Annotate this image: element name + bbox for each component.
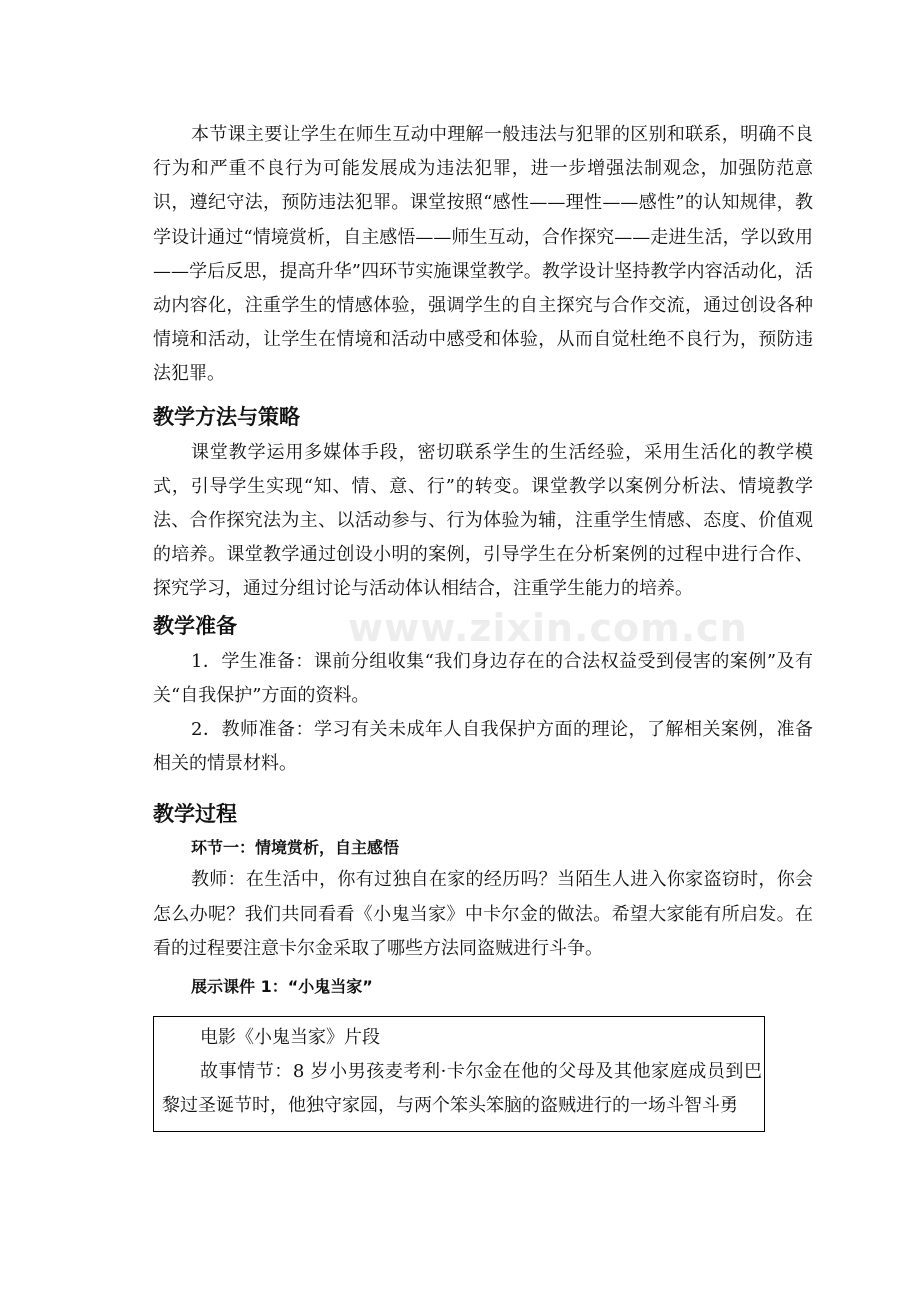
preparation-item-student: 1．学生准备：课前分组收集“我们身边存在的合法权益受到侵害的案例”及有关“自我保护”方面的资料。: [153, 650, 813, 706]
preparation-heading: 教学准备: [153, 613, 237, 638]
courseware-box-line1: 电影《小鬼当家》片段: [200, 1027, 380, 1049]
methods-heading: 教学方法与策略: [153, 404, 300, 429]
preparation-item-teacher: 2．教师准备：学习有关未成年人自我保护方面的理论，了解相关案例，准备相关的情景材料。: [153, 719, 813, 775]
methods-paragraph: 课堂教学运用多媒体手段，密切联系学生的生活经验，采用生活化的教学模式，引导学生实现“知、情、意、行”的转变。课堂教学以案例分析法、情境教学法、合作探究法为主、以活动参与、行为体验为辅，注重学生情感、态度、价值观的培养。课堂教学通过创设小明的案例，引导学生在分析案例的过程中进行合作、探究学习，通过分组讨论与活动体认相结合，注重学生能力的培养。: [153, 441, 813, 600]
step1-title: 环节一：情境赏析，自主感悟: [191, 838, 400, 858]
courseware-box: [153, 1016, 765, 1132]
process-heading: 教学过程: [153, 802, 237, 827]
teacher-paragraph: 教师：在生活中，你有过独自在家的经历吗？当陌生人进入你家盗窃时，你会怎么办呢？我们共同看看《小鬼当家》中卡尔金的做法。希望大家能有所启发。在看的过程要注意卡尔金采取了哪些方法同盗贼进行斗争。: [153, 869, 813, 959]
courseware-title: 展示课件 1：“小鬼当家”: [191, 977, 373, 997]
courseware-box-line2: 故事情节：8 岁小男孩麦考利·卡尔金在他的父母及其他家庭成员到巴黎过圣诞节时，他独守家园，与两个笨头笨脑的盗贼进行的一场斗智斗勇: [162, 1061, 762, 1117]
watermark: www.zixin.com.cn: [348, 606, 748, 650]
document-body: [153, 118, 813, 1132]
intro-paragraph: 本节课主要让学生在师生互动中理解一般违法与犯罪的区别和联系，明确不良行为和严重不良行为可能发展成为违法犯罪，进一步增强法制观念，加强防范意识，遵纪守法，预防违法犯罪。课堂按照“感性——理性——感性”的认知规律，教学设计通过“情境赏析，自主感悟——师生互动，合作探究——走进生活，学以致用——学后反思，提高升华”四环节实施课堂教学。教学设计坚持教学内容活动化，活动内容化，注重学生的情感体验，强调学生的自主探究与合作交流，通过创设各种情境和活动，让学生在情境和活动中感受和体验，从而自觉杜绝不良行为，预防违法犯罪。: [153, 124, 813, 385]
